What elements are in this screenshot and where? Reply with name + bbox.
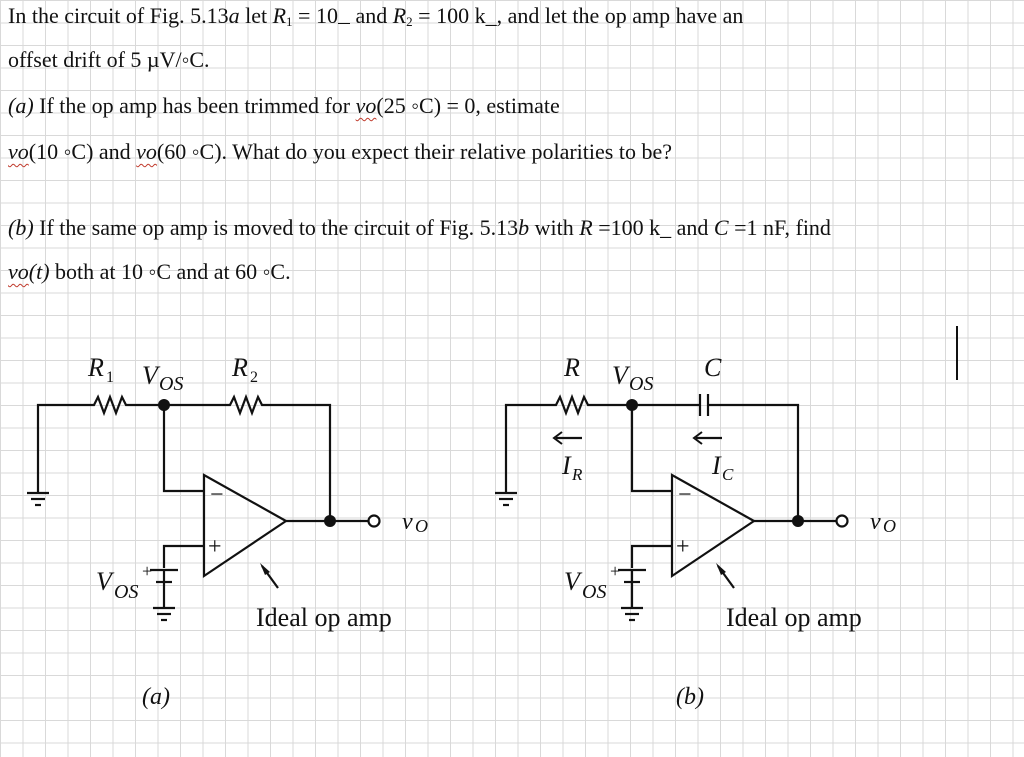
r1-symbol: R xyxy=(272,3,287,28)
text-segment: (60 ◦C). What do you expect their relative polarities to be? xyxy=(156,139,672,164)
caption-a: (a) xyxy=(142,684,170,710)
battery-plus-sign: + xyxy=(610,561,621,581)
figure-a xyxy=(18,318,488,738)
noninverting-sign: + xyxy=(208,534,222,560)
vo-symbol: vo xyxy=(355,93,377,118)
r1-value: = 10 xyxy=(292,3,338,28)
node-output xyxy=(792,515,804,527)
vo-label-sub: O xyxy=(883,516,896,536)
node-output xyxy=(324,515,336,527)
ohm-placeholder xyxy=(338,7,350,24)
vo-symbol: vo xyxy=(136,139,157,164)
resistor-r2 xyxy=(164,397,330,521)
text-segment: (10 ◦C) and xyxy=(28,139,137,164)
vos-node-label-sub: OS xyxy=(629,373,654,395)
figure-ref: b xyxy=(518,215,530,240)
wire-ground-lead xyxy=(506,405,550,493)
problem-line-1 xyxy=(8,2,743,36)
part-a-line-2 xyxy=(8,138,672,166)
circuit-b xyxy=(486,318,956,738)
text-segment: and xyxy=(349,3,393,28)
vos-node-label: V xyxy=(142,361,158,390)
ideal-opamp-label: Ideal op amp xyxy=(256,603,392,632)
text-segment: offset drift of 5 µV/◦C. xyxy=(8,47,210,72)
figure-b xyxy=(486,318,956,738)
part-a-line-1 xyxy=(8,92,560,120)
caption-b: (b) xyxy=(676,684,704,710)
ic-label: I xyxy=(712,451,721,480)
text-segment: both at 10 ◦C and at 60 ◦C. xyxy=(49,259,291,284)
circuit-a xyxy=(18,318,488,738)
c-label: C xyxy=(704,353,722,382)
r-symbol: R xyxy=(579,215,593,240)
text-segment: with xyxy=(529,215,580,240)
r2-label-sub: 2 xyxy=(250,369,258,386)
text-segment: If the same op amp is moved to the circuit of Fig. 5.13 xyxy=(33,215,519,240)
time-arg: (t) xyxy=(28,259,50,284)
ideal-opamp-label: Ideal op amp xyxy=(726,603,862,632)
r2-symbol: R xyxy=(392,3,407,28)
vos-node-label: V xyxy=(612,361,628,390)
wire-noninverting xyxy=(632,546,672,568)
noninverting-sign: + xyxy=(676,534,690,560)
part-b-line-1 xyxy=(8,214,831,242)
inverting-sign: − xyxy=(678,482,692,508)
r2-subscript: 2 xyxy=(406,14,413,29)
vos-node-label-sub: OS xyxy=(159,373,184,395)
r1-label: R xyxy=(88,353,104,382)
wire-noninverting xyxy=(164,546,204,568)
c-symbol: C xyxy=(713,215,729,240)
wire-inverting xyxy=(632,405,672,491)
r1-subscript: 1 xyxy=(286,14,293,29)
vos-source-label: V xyxy=(564,567,580,596)
vo-label: v xyxy=(870,509,881,535)
text-segment: let xyxy=(239,3,273,28)
battery-plus-sign: + xyxy=(142,561,153,581)
r1-label-sub: 1 xyxy=(106,369,114,386)
ir-label-sub: R xyxy=(572,465,583,484)
node-vos xyxy=(626,399,638,411)
text-segment: = 100 k_, and let the op amp have an xyxy=(412,3,744,28)
ir-label: I xyxy=(562,451,571,480)
resistor-r1 xyxy=(88,397,164,413)
wire-ground-lead xyxy=(38,405,88,493)
text-segment: (25 ◦C) = 0, estimate xyxy=(376,93,560,118)
part-tag: (b) xyxy=(8,215,34,240)
text-segment: =1 nF, find xyxy=(728,215,831,240)
text-segment: In the circuit of Fig. 5.13 xyxy=(8,3,229,28)
node-vos xyxy=(158,399,170,411)
vos-source-label: V xyxy=(96,567,112,596)
r2-label: R xyxy=(232,353,248,382)
r-label: R xyxy=(564,353,580,382)
output-terminal xyxy=(369,516,380,527)
vos-source-label-sub: OS xyxy=(114,581,139,603)
problem-line-2 xyxy=(8,46,210,74)
figure-ref: a xyxy=(228,3,240,28)
vo-symbol: vo xyxy=(8,259,29,284)
text-cursor xyxy=(956,326,958,380)
vo-label: v xyxy=(402,509,413,535)
part-tag: (a) xyxy=(8,93,34,118)
part-b-line-2 xyxy=(8,258,291,286)
text-segment: If the op amp has been trimmed for xyxy=(33,93,356,118)
vo-label-sub: O xyxy=(415,516,428,536)
text-segment: =100 k_ and xyxy=(592,215,714,240)
vo-symbol: vo xyxy=(8,139,29,164)
resistor-r xyxy=(550,397,632,413)
vos-source-label-sub: OS xyxy=(582,581,607,603)
ic-label-sub: C xyxy=(722,465,734,484)
output-terminal xyxy=(837,516,848,527)
inverting-sign: − xyxy=(210,482,224,508)
wire-inverting xyxy=(164,405,204,491)
